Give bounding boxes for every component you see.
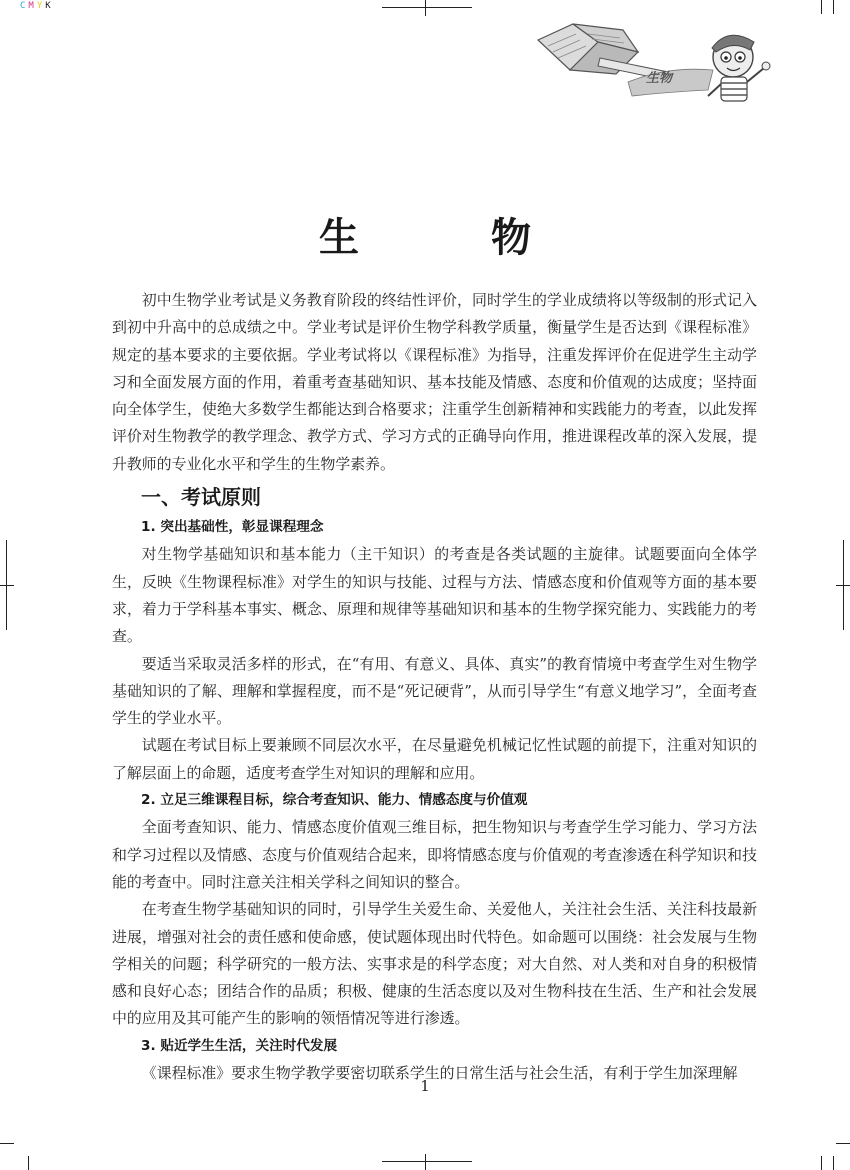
paragraph: 《课程标准》要求生物学教学要密切联系学生的日常生活与社会生活，有利于学生加深理解 xyxy=(141,1064,738,1083)
document-body xyxy=(112,287,757,1087)
paragraph: 试题在考试目标上要兼顾不同层次水平，在尽量避免机械记忆性试题的前提下，注重对知识的了解层面上的命题，适度考查学生对知识的理解和应用。 xyxy=(112,736,757,782)
crop-mark xyxy=(821,0,822,14)
subsection-heading: 3. 贴近学生生活，关注时代发展 xyxy=(141,1037,338,1054)
page-title: 生 物 xyxy=(319,215,577,261)
crop-mark xyxy=(382,1161,472,1162)
crop-mark xyxy=(382,7,472,8)
crop-mark xyxy=(425,1154,426,1170)
cmyk-m: M xyxy=(28,1,35,11)
cmyk-y: Y xyxy=(36,1,44,11)
crop-mark xyxy=(0,1143,14,1144)
header-illustration xyxy=(528,12,778,112)
cmyk-c: C xyxy=(20,1,27,11)
paragraph: 对生物学基础知识和基本能力（主干知识）的考查是各类试题的主旋律。试题要面向全体学生，反映《生物课程标准》对学生的知识与技能、过程与方法、情感态度和价值观等方面的基本要求，着力于学科基本事实、概念、原理和规律等基础知识和基本的生物学探究能力、实践能力的考查。 xyxy=(112,545,757,646)
paragraph: 要适当采取灵活多样的形式，在“有用、有意义、具体、真实”的教育情境中考查学生对生物学基础知识的了解、理解和掌握程度，而不是“死记硬背”，从而引导学生“有意义地学习”，全面考查学生的学业水平。 xyxy=(112,654,757,728)
crop-mark xyxy=(833,1156,834,1170)
crop-mark xyxy=(28,1156,29,1170)
crop-mark xyxy=(836,1143,850,1144)
crop-mark xyxy=(425,0,426,16)
cmyk-color-bar xyxy=(20,1,54,11)
section-heading: 一、考试原则 xyxy=(141,485,261,510)
book-pencil-boy-icon xyxy=(528,12,778,112)
crop-mark xyxy=(0,585,14,586)
subject-badge: 生物 xyxy=(646,71,673,86)
crop-mark xyxy=(836,585,850,586)
cmyk-k: K xyxy=(45,1,52,11)
paragraph: 全面考查知识、能力、情感态度价值观三维目标，把生物知识与考查学生学习能力、学习方法和学习过程以及情感、态度与价值观结合起来，即将情感态度与价值观的考查渗透在科学知识和技能的考查中。同时注意关注相关学科之间知识的整合。 xyxy=(112,818,757,891)
crop-mark xyxy=(821,1156,822,1170)
paragraph: 在考查生物学基础知识的同时，引导学生关爱生命、关爱他人，关注社会生活、关注科技最新进展，增强对社会的责任感和使命感，使试题体现出时代特色。如命题可以围绕：社会发展与生物学相关的问题；科学研究的一般方法、实事求是的科学态度；对大自然、对人类和对自身的积极情感和良好心态；团结合作的品质；积极、健康的生活态度以及对生物科技在生活、生产和社会发展中的应用及其可能产生的影响的领悟情况等进行渗透。 xyxy=(112,900,757,1028)
subsection-heading: 2. 立足三维课程目标，综合考查知识、能力、情感态度与价值观 xyxy=(141,792,528,809)
subsection-heading: 1. 突出基础性，彰显课程理念 xyxy=(141,519,324,536)
page-number: 1 xyxy=(420,1077,430,1095)
crop-mark xyxy=(833,0,834,14)
intro-paragraph: 初中生物学业考试是义务教育阶段的终结性评价，同时学生的学业成绩将以等级制的形式记入到初中升高中的总成绩之中。学业考试是评价生物学科教学质量，衡量学生是否达到《课程标准》规定的基本要求的主要依据。学业考试将以《课程标准》为指导，注重发挥评价在促进学生主动学习和全面发展方面的作用，着重考查基础知识、基本技能及情感、态度和价值观的达成度；坚持面向全体学生，使绝大多数学生都能达到合格要求；注重学生创新精神和实践能力的考查，以此发挥评价对生物教学的教学理念、教学方式、学习方式的正确导向作用，推进课程改革的深入发展，提升教师的专业化水平和学生的生物学素养。 xyxy=(112,291,757,473)
